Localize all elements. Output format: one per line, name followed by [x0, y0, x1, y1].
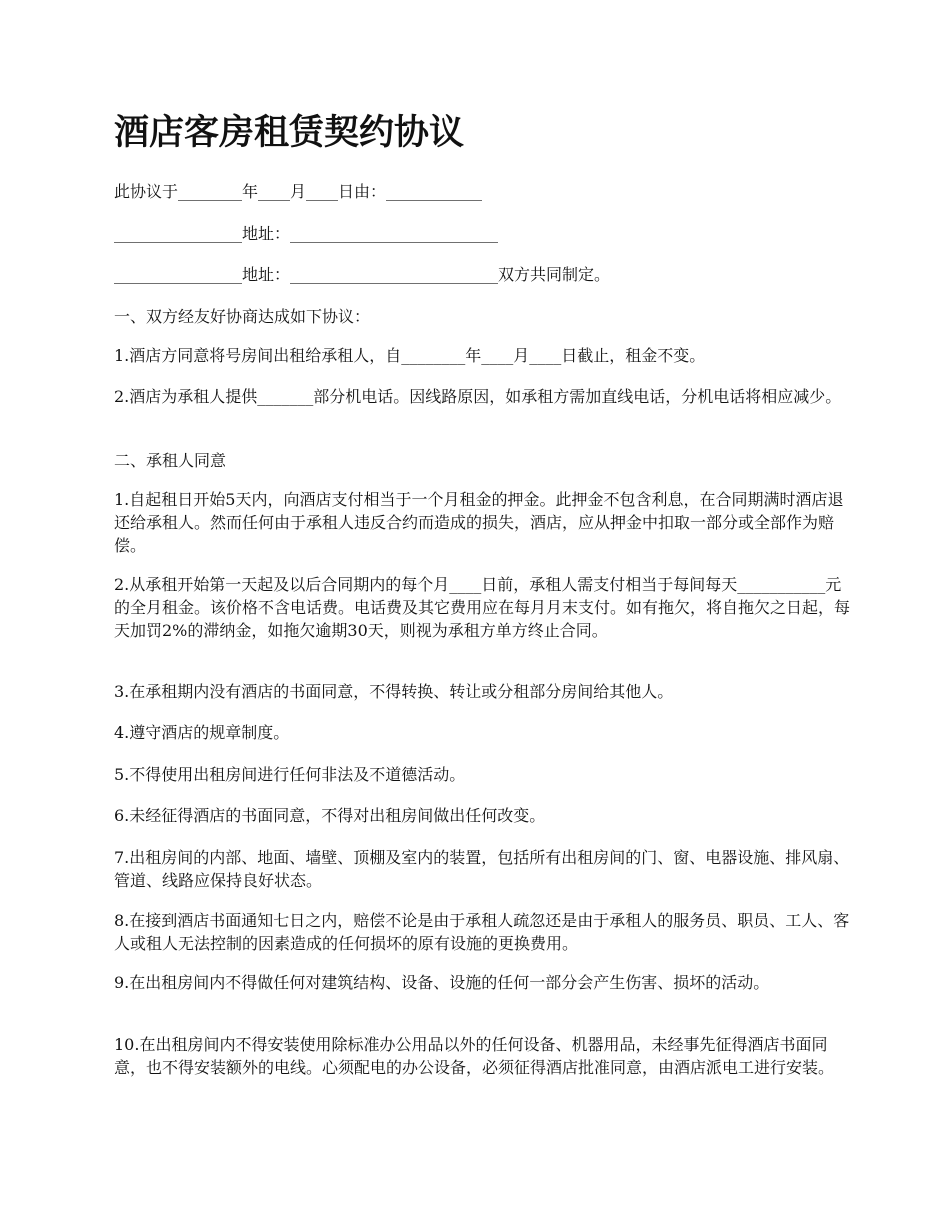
clause-2-2: 2.从承租开始第一天起及以后合同期内的每个月____日前，承租人需支付相当于每间每天___________元的全月租金。该价格不含电话费。电话费及其它费用应在每月月末支付。如有拖欠，将自拖欠之日起，每天加罚2%的滞纳金，如拖欠逾期30天，则视为承租方单方终止合同。 — [114, 575, 851, 640]
clause-2-8: 8.在接到酒店书面通知七日之内，赔偿不论是由于承租人疏忽还是由于承租人的服务员、职员、工人、客人或租人无法控制的因素造成的任何损坏的原有设施的更换费用。 — [114, 911, 850, 953]
section-heading-2: 二、承租人同意 — [114, 451, 227, 470]
clause-2-5: 5.不得使用出租房间进行任何非法及不道德活动。 — [114, 765, 466, 784]
clause-2-3: 3.在承租期内没有酒店的书面同意，不得转换、转让或分租部分房间给其他人。 — [114, 682, 674, 701]
clause-1-1: 1.酒店方同意将号房间出租给承租人，自________年____月____日截止，租金不变。 — [114, 346, 706, 365]
clause-2-9: 9.在出租房间内不得做任何对建筑结构、设备、设施的任何一部分会产生伤害、损坏的活动。 — [114, 973, 770, 992]
paragraph-agreement-date: 此协议于________年____月____日由：____________ — [114, 182, 483, 201]
clause-2-7: 7.出租房间的内部、地面、墙壁、顶棚及室内的装置，包括所有出租房间的门、窗、电器设施、排风扇、管道、线路应保持良好状态。 — [114, 848, 850, 890]
clause-2-4: 4.遵守酒店的规章制度。 — [114, 723, 290, 742]
clause-2-6: 6.未经征得酒店的书面同意，不得对出租房间做出任何改变。 — [114, 806, 546, 825]
clause-2-1: 1.自起租日开始5天内，向酒店支付相当于一个月租金的押金。此押金不包含利息，在合同期满时酒店退还给承租人。然而任何由于承租人违反合约而造成的损失，酒店，应从押金中扣取一部分或全部作为赔偿。 — [114, 490, 844, 555]
clause-2-10: 10.在出租房间内不得安装使用除标准办公用品以外的任何设备、机器用品，未经事先征得酒店书面同意，也不得安装额外的电线。心须配电的办公设备，必须征得酒店批准同意，由酒店派电工进行安装。 — [114, 1035, 835, 1077]
clause-1-2: 2.酒店为承租人提供_______部分机电话。因线路原因，如承租方需加直线电话，分机电话将相应减少。 — [114, 387, 842, 406]
paragraph-party-a-address: ________________地址：__________________________ — [114, 224, 499, 243]
document-title: 酒店客房租赁契约协议 — [114, 112, 465, 153]
section-heading-1: 一、双方经友好协商达成如下协议： — [114, 307, 371, 326]
paragraph-party-b-address: ________________地址：__________________________双方共同制定。 — [114, 265, 611, 284]
